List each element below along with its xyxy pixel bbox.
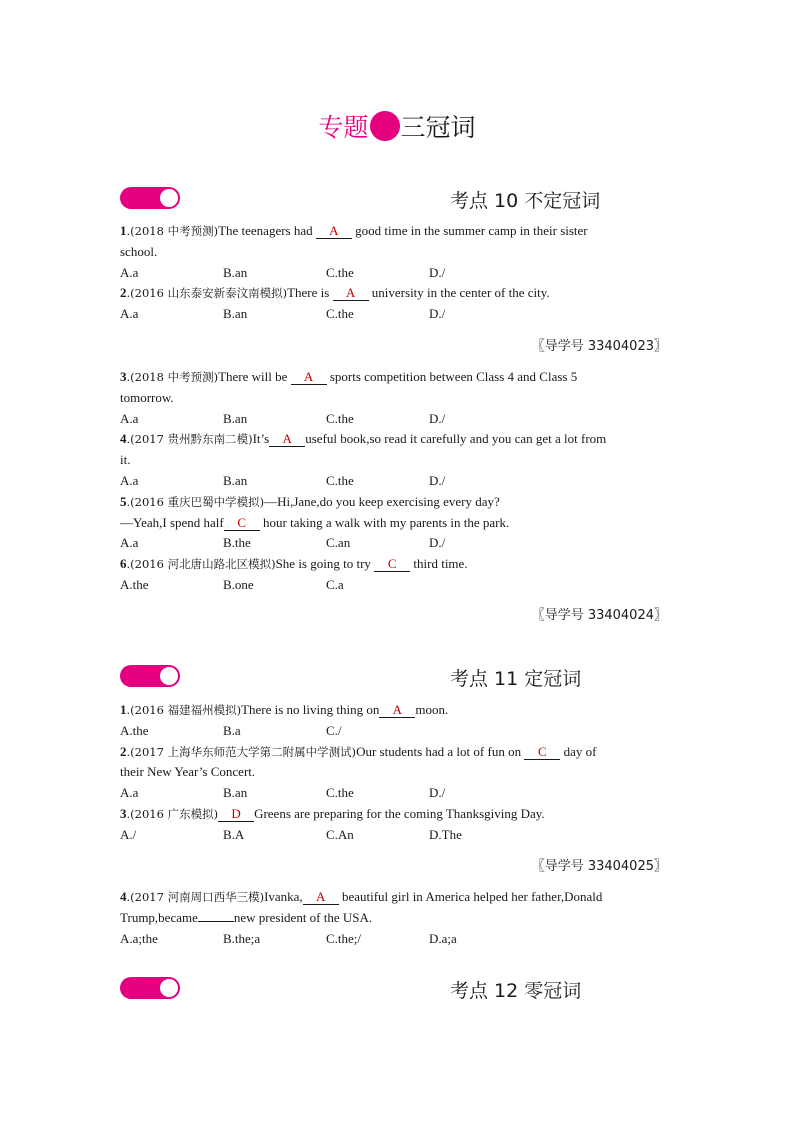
options: A.a B.the C.an D./: [120, 535, 446, 551]
question-line: 3.(2016 广东模拟) D Greens are preparing for the coming Thanksgiving Day.: [120, 805, 545, 821]
page-title: [0, 108, 794, 148]
question-line: 1.(2018 中考预测)The teenagers had A good time in the summer camp in their sister: [120, 223, 588, 238]
answer-blank: C: [374, 556, 410, 572]
answer-blank: A: [303, 889, 339, 905]
options: A.a;the B.the;a C.the;/ D.a;a: [120, 930, 457, 946]
question-line: 2.(2016 山东泰安新泰汶南模拟)There is A university in the center of the city.: [120, 285, 550, 301]
answer-blank: C: [524, 744, 560, 760]
options: A.the B.a C./: [120, 722, 342, 738]
guide-number: 〖导学号 33404024〗: [531, 608, 667, 623]
section-10-questions: 1.(2018 中考预测)The teenagers had A good time in the summer camp in their sister school. A.a B.an C.the D./ 2.(2016 山东泰安新泰汶南模拟)There is A university in the center of the city. A.a B.an C.the D./: [120, 221, 680, 325]
answer-blank: D: [218, 806, 254, 822]
answer-blank: A: [269, 431, 305, 447]
answer-blank: C: [224, 515, 260, 531]
title-dot-icon: [370, 111, 400, 141]
section-11-title: 考点 11 定冠词: [450, 668, 582, 690]
answer-blank: A: [316, 223, 352, 239]
question-line: 3.(2018 中考预测)There will be A sports competition between Class 4 and Class 5: [120, 369, 578, 384]
title-suffix: 三冠词: [400, 113, 476, 142]
answer-blank: A: [333, 285, 369, 301]
section-10-title: 考点 10 不定冠词: [450, 190, 601, 212]
options: A.the B.one C.a: [120, 576, 344, 592]
answer-blank: A: [379, 702, 415, 718]
section-12-title: 考点 12 零冠词: [450, 980, 582, 1002]
question-line: 6.(2016 河北唐山路北区模拟)She is going to try C third time.: [120, 556, 468, 572]
question-line: 5.(2016 重庆巴蜀中学模拟)—Hi,Jane,do you keep exercising every day?: [120, 493, 500, 509]
guide-number: 〖导学号 33404025〗: [531, 859, 667, 874]
question-line: 1.(2016 福建福州模拟)There is no living thing on A moon.: [120, 702, 449, 717]
section-11-marker-icon: [120, 665, 180, 687]
options: A.a B.an C.the D./: [120, 472, 446, 488]
question-line: 4.(2017 河南周口西华三模)Ivanka, A beautiful girl in America helped her father,Donald: [120, 889, 603, 904]
title-prefix: 专题: [318, 113, 369, 142]
section-10-marker-icon: [120, 187, 180, 209]
options: A.a B.an C.the D./: [120, 410, 446, 426]
options: A.a B.an C.the D./: [120, 264, 446, 280]
question-line: 2.(2017 上海华东师范大学第二附属中学测试)Our students had a lot of fun on C day of: [120, 743, 597, 759]
section-12-marker-icon: [120, 977, 180, 999]
question-line: 4.(2017 贵州黔东南二模)It’s A useful book,so read it carefully and you can get a lot from: [120, 431, 607, 447]
options: A.a B.an C.the D./: [120, 785, 446, 801]
options: A.a B.an C.the D./: [120, 306, 446, 322]
section-11-questions-b: 4.(2017 河南周口西华三模)Ivanka, A beautiful girl in America helped her father,Donald Trump,became new president of the USA. A.a;the B.the;a C.the;/ D.a;a: [120, 887, 680, 949]
section-10-questions-b: 3.(2018 中考预测)There will be A sports competition between Class 4 and Class 5 tomorrow. A.a B.an C.the D./ 4.(2017 贵州黔东南二模)It’s A useful book,so read it carefully and you can get a lot from it. A.a B.an C.the D./ 5.(2016 重庆巴蜀中学模拟)—Hi,Jane,do you keep exercising every day? —Yeah,I spend half C hour taking a walk with my parents in the park. A.a B.the C.an D./ 6.(2016 河北唐山路北区模拟)She is going to try C third time. A.the B.one C.a: [120, 367, 680, 596]
guide-number: 〖导学号 33404023〗: [531, 339, 667, 354]
section-11-questions: 1.(2016 福建福州模拟)There is no living thing on A moon. A.the B.a C./ 2.(2017 上海华东师范大学第二附属中学测试)Our students had a lot of fun on C day of their New Year’s Concert. A.a B.an C.the D./ 3.(2016 广东模拟) D Greens are preparing for the coming Thanksgiving Day. A./ B.A C.An D.The: [120, 700, 680, 846]
options: A./ B.A C.An D.The: [120, 826, 462, 842]
answer-blank: A: [291, 369, 327, 385]
empty-blank: [198, 921, 234, 922]
